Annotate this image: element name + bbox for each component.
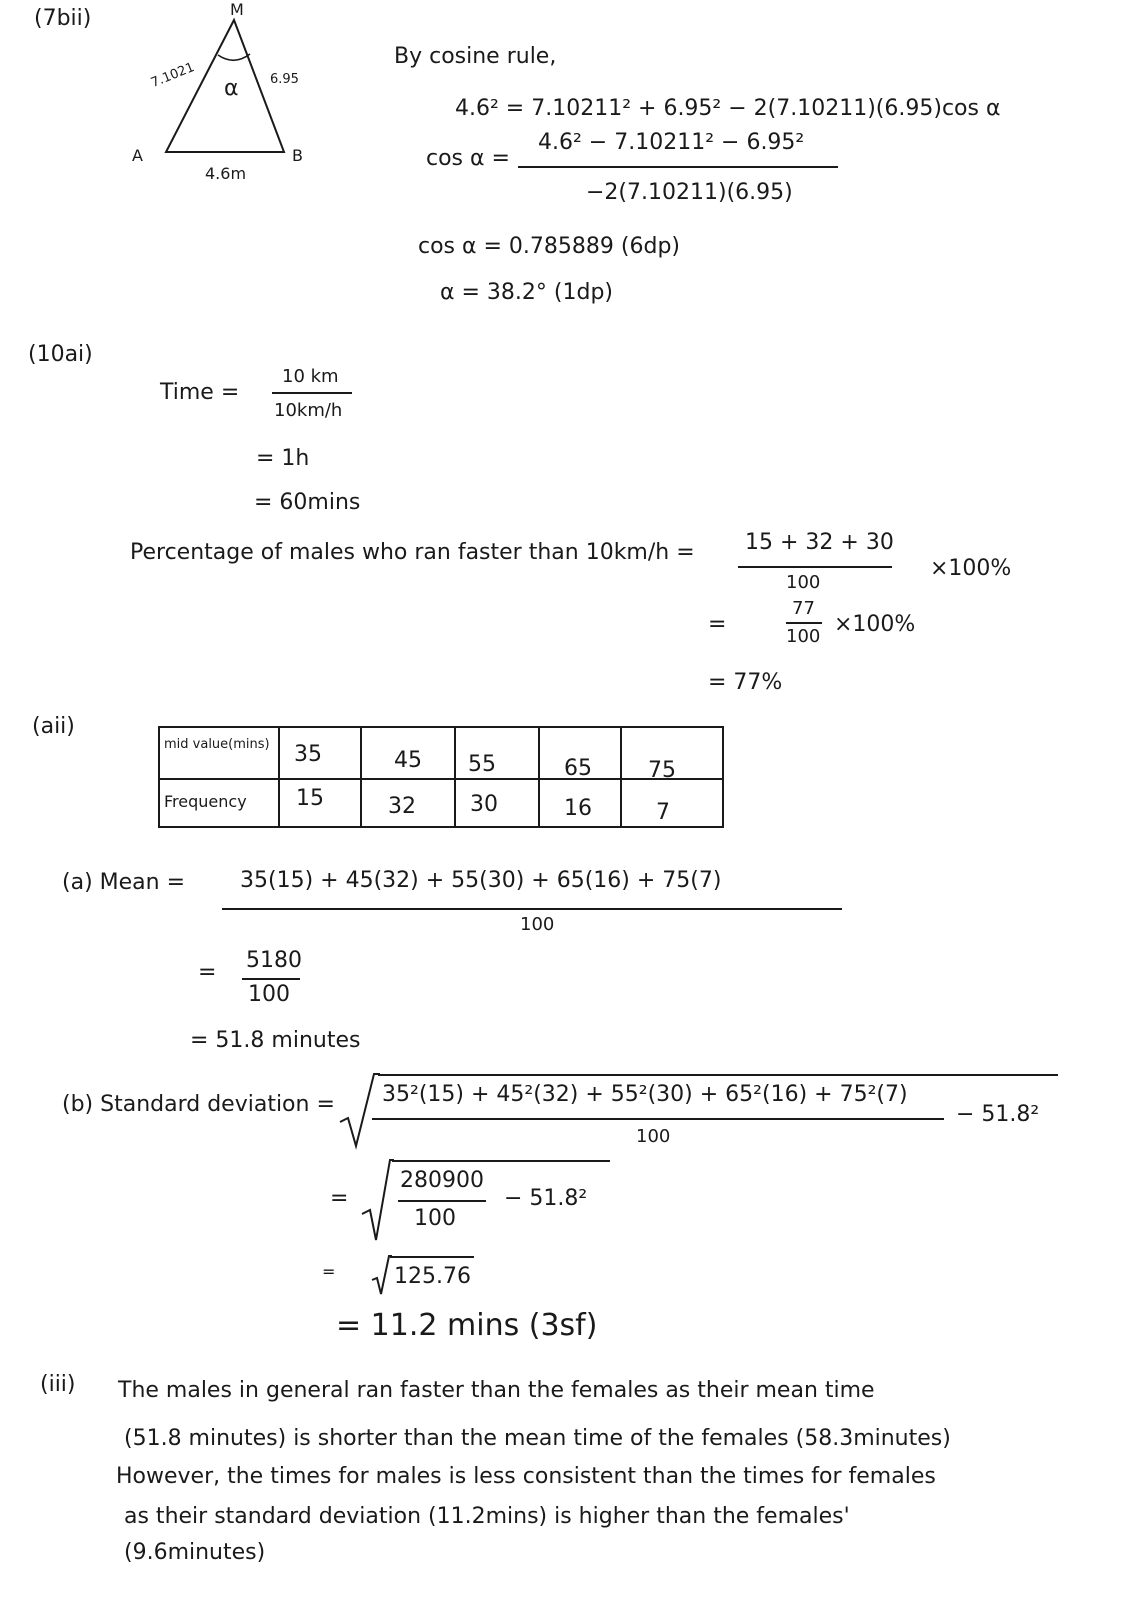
- time-hours: = 1h: [256, 446, 310, 471]
- sd-numerator: 35²(15) + 45²(32) + 55²(30) + 65²(16) + 75²(7): [382, 1082, 908, 1107]
- sd3-radical-sign: [372, 1256, 392, 1296]
- sd3-radical-overline: [390, 1256, 474, 1258]
- vertex-label-b: B: [292, 146, 303, 165]
- conclusion-line: as their standard deviation (11.2mins) is higher than the females': [124, 1504, 850, 1529]
- sd-radical-sign: [340, 1074, 380, 1154]
- table-frequency: 15: [296, 786, 324, 811]
- mean-fraction-bar: [222, 908, 842, 910]
- mean2-denominator: 100: [248, 982, 290, 1007]
- sd2-denominator: 100: [414, 1206, 456, 1231]
- mean-result: = 51.8 minutes: [190, 1028, 361, 1053]
- table-mid-value: 75: [648, 758, 676, 783]
- time-fraction-bar: [272, 392, 352, 394]
- time-denominator: 10km/h: [274, 400, 343, 421]
- sd-radical-overline: [378, 1074, 1058, 1076]
- sd2-equals: =: [330, 1186, 349, 1211]
- percentage2-numerator: 77: [792, 598, 815, 619]
- conclusion-line: The males in general ran faster than the females as their mean time: [118, 1378, 875, 1403]
- sd2-radical-sign: [362, 1160, 394, 1246]
- cos-alpha-denominator: −2(7.10211)(6.95): [586, 180, 793, 205]
- percentage-denominator: 100: [786, 572, 821, 593]
- percentage-result: = 77%: [708, 670, 783, 695]
- table-header-mid-value: mid value(mins): [164, 737, 270, 752]
- sd-result: = 11.2 mins (3sf): [336, 1308, 598, 1343]
- percentage-numerator: 15 + 32 + 30: [745, 530, 894, 555]
- percentage2-multiplier: ×100%: [834, 612, 916, 637]
- table-frequency: 7: [656, 800, 670, 825]
- cosine-rule-heading: By cosine rule,: [394, 44, 557, 69]
- cosine-rule-equation: 4.6² = 7.10211² + 6.95² − 2(7.10211)(6.95)cos α: [455, 96, 1001, 121]
- frequency-table: [158, 726, 724, 836]
- percentage-fraction-bar: [738, 566, 892, 568]
- vertex-label-m: M: [230, 0, 244, 19]
- question-label-aii: (aii): [32, 714, 75, 739]
- mean2-equals: =: [198, 960, 217, 985]
- alpha-result: α = 38.2° (1dp): [440, 280, 613, 305]
- side-label-bm: 6.95: [270, 72, 299, 87]
- time-numerator: 10 km: [282, 366, 339, 387]
- sd3-value: 125.76: [394, 1264, 471, 1289]
- vertex-label-a: A: [132, 146, 143, 165]
- table-mid-value: 55: [468, 752, 496, 777]
- mean2-fraction-bar: [242, 978, 300, 980]
- conclusion-line: However, the times for males is less consistent than the times for females: [116, 1464, 936, 1489]
- sd-subtract: − 51.8²: [956, 1102, 1040, 1127]
- cos-alpha-lhs: cos α =: [426, 146, 510, 171]
- mean2-numerator: 5180: [246, 948, 302, 973]
- sd3-equals: =: [322, 1262, 336, 1281]
- table-mid-value: 65: [564, 756, 592, 781]
- conclusion-line: (9.6minutes): [124, 1540, 266, 1565]
- sd2-radical-overline: [392, 1160, 610, 1162]
- mean-label: (a) Mean =: [62, 870, 186, 895]
- mean-numerator: 35(15) + 45(32) + 55(30) + 65(16) + 75(7): [240, 868, 722, 893]
- side-label-am: 7.1021: [148, 60, 197, 91]
- sd-fraction-bar: [372, 1118, 944, 1120]
- table-frequency: 16: [564, 796, 592, 821]
- conclusion-line: (51.8 minutes) is shorter than the mean time of the females (58.3minutes): [124, 1426, 951, 1451]
- cos-alpha-value: cos α = 0.785889 (6dp): [418, 234, 680, 259]
- percentage2-denominator: 100: [786, 626, 821, 647]
- table-mid-value: 45: [394, 748, 422, 773]
- question-label-7bii: (7bii): [34, 6, 92, 31]
- sd2-subtract: − 51.8²: [504, 1186, 588, 1211]
- percentage-text: Percentage of males who ran faster than 10km/h =: [130, 540, 695, 565]
- table-frequency: 30: [470, 792, 498, 817]
- angle-alpha: α: [224, 76, 239, 101]
- question-label-10ai: (10ai): [28, 342, 93, 367]
- question-label-iii: (iii): [40, 1372, 76, 1397]
- side-label-ab: 4.6m: [205, 164, 247, 183]
- time-lhs: Time =: [160, 380, 240, 405]
- sd2-fraction-bar: [398, 1200, 486, 1202]
- cos-alpha-numerator: 4.6² − 7.10211² − 6.95²: [538, 130, 805, 155]
- mean-denominator: 100: [520, 914, 555, 935]
- sd2-numerator: 280900: [400, 1168, 484, 1193]
- percentage-multiplier: ×100%: [930, 556, 1012, 581]
- cos-alpha-fraction-bar: [518, 166, 838, 168]
- sd-label: (b) Standard deviation =: [62, 1092, 335, 1117]
- table-mid-value: 35: [294, 742, 322, 767]
- percentage2-equals: =: [708, 612, 727, 637]
- time-minutes: = 60mins: [254, 490, 361, 515]
- table-header-frequency: Frequency: [164, 792, 247, 811]
- sd-denominator: 100: [636, 1126, 671, 1147]
- percentage2-fraction-bar: [786, 622, 822, 624]
- table-frequency: 32: [388, 794, 416, 819]
